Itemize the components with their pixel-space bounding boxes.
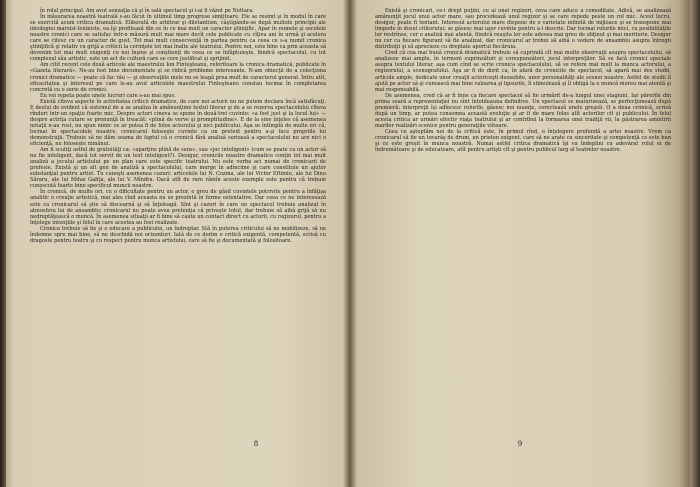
book-edge-right — [690, 0, 700, 487]
paragraph: Cronica trebuie să fie şi o educare a publicului, un îndreptar. Stă în puterea criticului să ne mobilizeze, să ne îndemne spre mai bine, să ne deschidă noi orizonturi. Iată de ce dorim o critică exigentă, competentă, scrisă cu dragoste pentru teatru şi cu respect pentru munca artistului, care să fie şi documentată şi folositoare. — [30, 225, 326, 244]
paragraph: Există şi cronicari, ce-i drept puţini, cu ai unei regizori, ceva care aduce a comoditate. Adică, se analizează amănunţit jocul unui actor mare, sau procedează unul regizor şi se care repede peste un rol mic. Acest lucru, desigur, poate fi tentant. Interesul actorului mare dispune de o varietate infinită de mijloace şi se transpune mai limpede în dosul cititorului; se găsesc mai uşor cuvinte pentru a-l descrie. Dar tocmai rolurile mici, cu posibilităţile lor restrînse, cer o analiză mai atentă, fiindcă reuşita lor este adesea mai greu de obţinut şi mai meritorie. Desigur nu cer ca fiecare figurant să fie analizat, dar cronicarul ar trebui să aibă o vedere de ansamblu asupra întregii distribuţii şi să aprecieze cu dreptate aportul fiecăruia. — [375, 8, 671, 51]
book-edge-left — [0, 0, 6, 487]
paragraph: În măsurarea noastră teatrală s-au făcut în ultimul timp progrese simţitoare. Ele se resimt şi în modul în care se exercită acum critica dramatică. Eliberată de arbitrar şi diletantism, câştigându-se după multele principii ale ideologiei marxist-leniniste, ea îşi profilează din ce în ce mai mult un caracter ştiinţific. Apar în numele şi secolele noastre cronici care se satisfac într-o măsură mult mai mare decît cele publicate cu cîţiva ani în urmă şi acelora care se citesc cu un caracter de gust. Tot mai mult consecvenţă în partea pentru ca ceea ce s-a numit cronica ştiinţifică şi relativ cu grijă a criticii la cerinţele tot mai înalte ale teatrului. Pentru noi, este bine ca prin aceasta să devenim tot mai mult exigenţi cu noi înşine şi conştienţi de ceea ce se înfăptuieşte, fiindcă spectacolul, cu tot complexul său artistic, este un act de cultură care se cere justificat şi sprijinit. — [30, 14, 326, 63]
paragraph: Am citit recent cele două articole ale maestrului Ion Finteşteanu, referitoare la cronica dramatică, publicate în «Gazeta literară». Ne-au fost bine documentate şi se ridică probleme interesante. N-am obiecţii de a colecţiona cronici dramatice — poate că fac rău — şi observaţiile mele nu se leagă prea mult de caracterul general. Întru atît, eficacitatea şi interesul pe care le-au avut articolele maestrului Finteşteanu constau tocmai în completarea concretă cu o serie de cronici. — [30, 62, 326, 93]
paragraph: în rolul principal. Am avut senzaţia că şi în sală spectacol şi i-ai fi văzut pe Nottara. — [40, 8, 254, 14]
right-page-text — [375, 8, 671, 153]
page-number: 8 — [253, 440, 259, 448]
paragraph: Există cîteva aspecte în activitatea criticii dramatice, de care noi actorii nu ne putem declara încă satisfăcuţi. E destul de evident că sistemul de a se analiza în amănunţime textul literar şi de a se rezerva spectacolului cîteva rînduri într-un spaţiu foarte mic. Despre actori cineva se spune în două-trei cuvinte: «a fost just şi la locul lui» — despre actriţa cutare se pronunţă în treacăt: «plină de verve şi promptitudine». E de la sine înţeles că asemenea notaţii n-au rost, nu spun nimic ce ar putea fi de folos actorului şi nici publicului. Aşa se întîmplă de multe ori că, tocmai în spectacolele noastre, cronicarul foloseşte cuvinte ca un pretext pentru a-şi face propriile lui demonstraţii. Trebuie să ne dăm seama de faptul că o cronică fără analiză serioasă a spectacolului nu are nici o eficienţă, nu foloseşte nimănui. — [30, 98, 326, 148]
page-number: 9 — [517, 440, 523, 448]
paragraph: Cred că cea mai bună cronică dramatică trebuie să cuprindă cît mai multe observaţii asupra spectacolului, să analizeze mai amplu, în termeni cuprinzători şi corespunzători, jocul interpreţilor. Să se facă cronici speciale asupra textului literar, aşa cum cînd se scrie cronica spectacolului, să se refere mai mult la munca actorului, a regizorului, a scenografului. Aşa ar fi de dorit ca, în afară de cronicile de spectacol, să apară mai des studii, articole ample, dedicate unor creaţii actoriceşti deosebite, unor personalităţi ale scenei noastre. Astfel de studii îl ajută pe actor să-şi cunoască mai bine valoarea şi lipsurile, îl stimulează şi îl obligă la o muncă mereu mai atentă şi mai responsabilă. — [375, 50, 671, 93]
paragraph: Am fi scutiţi astfel de gratuităţi ca: «aparţine plină de sens», sau «joc inteligent» (cum se poate ca un actor să nu fie inteligent, dacă tot servit de un text inteligent?). Desigur, cronicile noastre dramatice conţin tot mai mult analiză a jocului artistului pe un plan care este specific teatrului. Nu este vorba aci numai de cronicarii de profesie. Există şi un alt gen de analiză a spectacolului, care merge în adîncime şi care constituie un ajutor substanţial pentru artist. Tu cunoşti asemenea cazuri: articolele lui N. Cozma, ale lui Victor Eftimiu, ale lui Dinu Săraru, ale lui Mihai Gafiţa, ale lui V. Mîndra. Dacă atît de rare rămîn aceste exemple este pentru că trebuie cunoscută foarte bine specificul muncii noastre. — [30, 147, 326, 190]
paragraph: Ceea ce aşteptăm noi de la critică este, în primul rînd, o înţelegere profundă a artei noastre. Vrem ca cronicarul să fie un tovarăş de drum, un prieten exigent, care să ne arate cu sinceritate şi competenţă ce este bun şi ce este greşit în munca noastră. Numai astfel critica dramatică îşi va îndeplini cu adevărat rolul ei de îndrumătoare şi de educatoare, atît pentru artişti cît şi pentru publicul larg al teatrelor noastre. — [375, 128, 671, 154]
paragraph: În cronică, de multe ori, cu o dificultate pentru un actor, e greu de găsit cuvintele potrivite pentru a înfăţişa analitic o creaţie artistică, mai ales cînd aceasta nu se prezintă în forme ostentative. Dar ceea ce ne interesează este ca cronicarul să ştie să discearnă şi să înţeleagă. Sînt şi cazuri în care un spectacol trebuie analizat în atmosfera lui de ansamblu; cronicarul nu poate avea pretenţia că priveşte totul, dar trebuie să aibă grijă să nu nedreptăţească o muncă. În asemenea situaţii ar fi bine să caute un contact direct cu actorii, cu regizorul, pentru a înţelege intenţiile şi felul în care acestea au fost realizate. — [30, 189, 326, 226]
paragraph: De asemenea, cred că ar fi bine ca fiecare spectacol să fie urmărit de-a lungul unei stagiuni. Iar părerile din prima seară a reprezentaţiei nu sînt întotdeauna definitive. Un spectacol se maturizează, se perfecţionează după premieră; interpreţii îşi adîncesc rolurile, găsesc noi nuanţe, corectează unele greşeli. O a doua cronică, scrisă după un timp, ar putea consemna această evoluţie şi ar fi de mare folos atît actorilor cît şi publicului. În felul acesta critica ar urmări efectiv viaţa teatrului şi ar contribui la formarea unei tradiţii vii, la păstrarea amintirii marilor realizări scenice pentru generaţiile viitoare. — [375, 92, 671, 129]
left-page-text — [30, 8, 326, 244]
paragraph: Eu voi repeta poate unele lucruri care s-au mai spus. — [40, 92, 176, 99]
left-page — [14, 0, 348, 487]
right-page — [352, 0, 686, 487]
